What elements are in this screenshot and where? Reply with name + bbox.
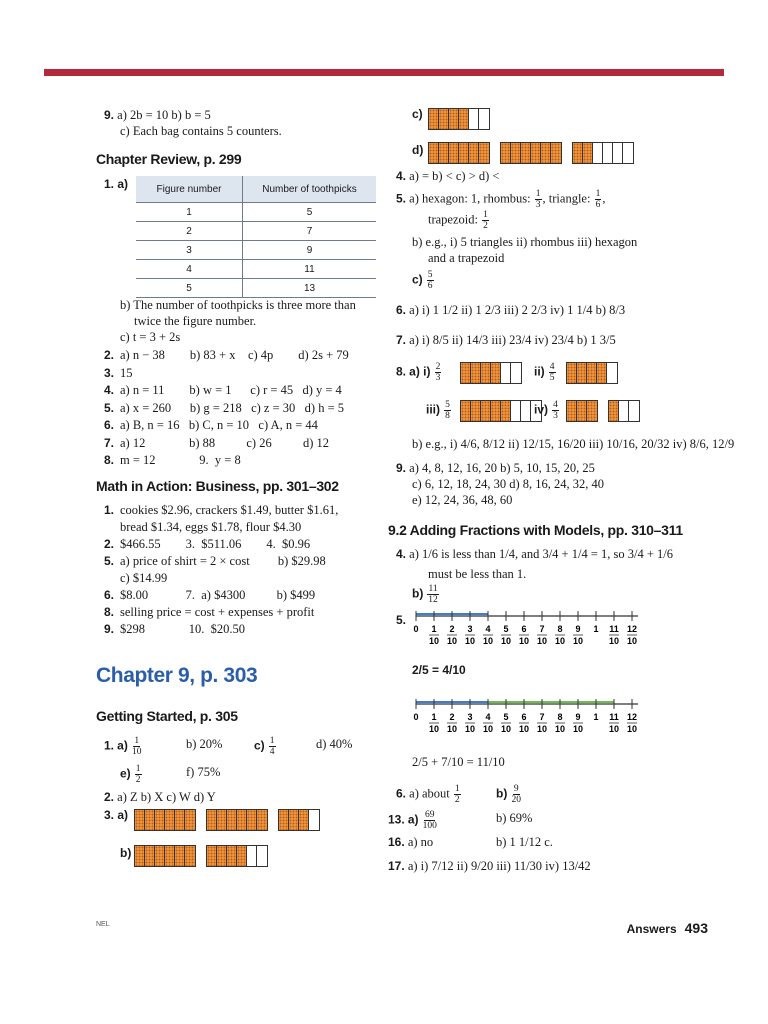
- footer-answers: Answers 493: [626, 920, 708, 936]
- tick-denominator: 10: [536, 724, 548, 734]
- answer-line: 9. $298 10. $20.50: [104, 622, 245, 636]
- gs-q3b-label: b): [120, 846, 132, 860]
- answer-line: 8. selling price = cost + expenses + profit: [104, 605, 315, 619]
- table-cell: 7: [243, 222, 377, 241]
- r-q7: 7. a) i) 8/5 ii) 14/3 iii) 23/4 iv) 23/4 b) 1 3/5: [396, 333, 616, 347]
- tick-label: 7: [539, 624, 545, 634]
- tick-label: 1: [593, 624, 599, 634]
- table-header: Number of toothpicks: [243, 176, 377, 203]
- table-cell: 5: [136, 279, 243, 298]
- fraction-strip: [460, 362, 522, 384]
- tick-label: 9: [575, 624, 581, 634]
- tick-label: 4: [485, 624, 491, 634]
- r-q4bb: b) $\frac{11}{12}$: [412, 584, 438, 605]
- tick-label: 8: [557, 624, 563, 634]
- tick-label: 6: [521, 624, 527, 634]
- gs-q3a-label: 3. a): [104, 808, 129, 822]
- tick-label: 5: [503, 712, 509, 722]
- tick-denominator: 10: [518, 724, 530, 734]
- tick-label: 11: [609, 712, 619, 722]
- table-cell: 2: [136, 222, 243, 241]
- r-q8iii: iii) $\frac{5}{8}$: [426, 400, 450, 421]
- tick-denominator: 10: [446, 724, 458, 734]
- tick-denominator: 10: [626, 636, 638, 646]
- answer-line: 6. $8.00 7. a) $4300 b) $499: [104, 588, 316, 602]
- toothpick-table: [136, 176, 376, 298]
- tick-label: 7: [539, 712, 545, 722]
- gs-q1e: e) $\frac{1}{2}$: [120, 764, 141, 785]
- table-cell: 1: [136, 203, 243, 222]
- fraction-strip-c: [428, 108, 490, 130]
- tick-denominator: 10: [482, 724, 494, 734]
- answer-line: 5. a) x = 260 b) g = 218 c) z = 30 d) h = 5: [104, 400, 344, 415]
- tick-label: 3: [467, 624, 473, 634]
- tick-denominator: 10: [500, 636, 512, 646]
- tick-denominator: 10: [428, 724, 440, 734]
- gs-q1c: c) $\frac{1}{4}$: [254, 736, 275, 757]
- strip-c-label: c): [412, 107, 423, 121]
- tick-label: 1: [431, 624, 437, 634]
- chapter-9-title: Chapter 9, p. 303: [96, 664, 258, 687]
- number-line-2: [410, 684, 650, 746]
- tick-denominator: 10: [572, 724, 584, 734]
- strip-d-label: d): [412, 143, 424, 157]
- tick-denominator: 10: [482, 636, 494, 646]
- table-header: Figure number: [136, 176, 243, 203]
- tick-denominator: 10: [572, 636, 584, 646]
- r-q5a: 5. a) hexagon: 1, rhombus: $\frac{1}{3}$ , triangle: $\frac{1}{6}$ ,: [396, 189, 606, 210]
- review-q1b: b) The number of toothpicks is three more than: [120, 298, 356, 312]
- tick-label: 2: [449, 712, 455, 722]
- fraction-strip: [608, 400, 640, 422]
- r-q5b: b) e.g., i) 5 triangles ii) rhombus iii) hexagon: [412, 235, 638, 249]
- table-row: [136, 279, 376, 298]
- q9-line: 9. a) 2b = 10 b) b = 5: [104, 108, 211, 122]
- answer-line: 2. a) n − 38 b) 83 + x c) 4p d) 2s + 79: [104, 348, 349, 362]
- fraction: $\frac{1}{2}$: [135, 764, 141, 785]
- chapter-review-heading: Chapter Review, p. 299: [96, 151, 242, 167]
- r-q4b2: must be less than 1.: [428, 567, 527, 581]
- tick-label: 0: [413, 712, 419, 722]
- table-row: [136, 260, 376, 279]
- tick-label: 1: [431, 712, 437, 722]
- gs-q1f: f) 75%: [186, 765, 221, 779]
- business-heading: Math in Action: Business, pp. 301–302: [96, 478, 339, 494]
- tick-denominator: 10: [428, 636, 440, 646]
- number-line-1: [410, 608, 650, 658]
- fraction: $\frac{11}{12}$: [428, 584, 438, 605]
- fraction-strip: [460, 400, 542, 422]
- r-q5b-num: 5.: [396, 613, 407, 627]
- fraction: $\frac{9}{20}$: [511, 784, 521, 805]
- r-q8a: 8. a) i) $\frac{2}{3}$: [396, 362, 441, 383]
- r-q16: 16. a) no: [388, 835, 434, 849]
- r-q5b2: and a trapezoid: [428, 251, 505, 265]
- tick-denominator: 10: [464, 636, 476, 646]
- tick-label: 8: [557, 712, 563, 722]
- table-row: [136, 222, 376, 241]
- tick-label: 4: [485, 712, 491, 722]
- r-q16b: b) 1 1/12 c.: [496, 835, 553, 849]
- answer-line: bread $1.34, eggs $1.78, flour $4.30: [120, 520, 302, 534]
- answer-line: 7. a) 12 b) 88 c) 26 d) 12: [104, 435, 329, 450]
- r-q8iv: iv) $\frac{4}{3}$: [534, 400, 558, 421]
- fraction: $\frac{5}{6}$: [427, 270, 433, 291]
- q9-c: c) Each bag contains 5 counters.: [120, 124, 282, 138]
- fraction-strip: [278, 809, 320, 831]
- answer-line: 4. a) n = 11 b) w = 1 c) r = 45 d) y = 4: [104, 383, 342, 397]
- tick-label: 0: [413, 624, 419, 634]
- tick-denominator: 10: [554, 724, 566, 734]
- review-q1b2: twice the figure number.: [134, 314, 257, 328]
- fraction: $\frac{4}{5}$: [549, 362, 555, 383]
- fraction: $\frac{1}{4}$: [269, 736, 275, 757]
- tick-label: 6: [521, 712, 527, 722]
- tick-label: 12: [626, 624, 638, 634]
- r-q9: 9. a) 4, 8, 12, 16, 20 b) 5, 10, 15, 20, 25: [396, 461, 595, 475]
- fraction-strip-8i: [460, 362, 522, 384]
- table-cell: 4: [136, 260, 243, 279]
- fraction: $\frac{2}{3}$: [435, 362, 441, 383]
- r-q6b: 6. a) about $\frac{1}{2}$: [396, 784, 460, 805]
- tick-denominator: 10: [500, 724, 512, 734]
- tick-label: 11: [609, 624, 619, 634]
- fraction-strip-8ii: [566, 362, 618, 384]
- table-cell: 5: [243, 203, 377, 222]
- tick-label: 1: [593, 712, 599, 722]
- tick-label: 2: [449, 624, 455, 634]
- tick-denominator: 10: [446, 636, 458, 646]
- fraction-strip: [206, 809, 268, 831]
- fraction: $\frac{1}{2}$: [454, 784, 460, 805]
- fraction-strip: [134, 845, 196, 867]
- fraction-strip-3a: [134, 809, 320, 831]
- r-q13: 13. a) $\frac{69}{100}$: [388, 810, 437, 831]
- tick-denominator: 10: [518, 636, 530, 646]
- r-q6bb: b) $\frac{9}{20}$: [496, 784, 521, 805]
- fraction-strip: [428, 142, 490, 164]
- r-q17: 17. a) i) 7/12 ii) 9/20 iii) 11/30 iv) 13/42: [388, 859, 591, 873]
- table-cell: 3: [136, 241, 243, 260]
- gs-q1: 1. a) $\frac{1}{10}$: [104, 736, 142, 757]
- tick-label: 3: [467, 712, 473, 722]
- getting-started-heading: Getting Started, p. 305: [96, 708, 238, 724]
- table-cell: 9: [243, 241, 377, 260]
- fraction-strip: [566, 362, 618, 384]
- fraction-strip-3b: [134, 845, 268, 867]
- review-q1c: c) t = 3 + 2s: [120, 330, 181, 344]
- r-q9-cd: c) 6, 12, 18, 24, 30 d) 8, 16, 24, 32, 40: [412, 477, 604, 491]
- fraction-strip: [428, 108, 490, 130]
- r-q5b-eq2: 2/5 + 7/10 = 11/10: [412, 755, 505, 769]
- fraction: $\frac{69}{100}$: [422, 810, 437, 831]
- gs-q1d: d) 40%: [316, 737, 353, 751]
- fraction: $\frac{1}{3}$: [535, 189, 541, 210]
- tick-denominator: 10: [554, 636, 566, 646]
- tick-denominator: 10: [464, 724, 476, 734]
- fraction-strip: [500, 142, 562, 164]
- header-accent-bar: [44, 69, 724, 76]
- answer-line: 8. m = 12 9. y = 8: [104, 453, 241, 467]
- answer-line: 2. $466.55 3. $511.06 4. $0.96: [104, 537, 311, 551]
- fraction: $\frac{1}{10}$: [131, 736, 142, 757]
- fraction-strip: [572, 142, 634, 164]
- section-9-2-heading: 9.2 Adding Fractions with Models, pp. 310–311: [388, 522, 683, 538]
- tick-label: 9: [575, 712, 581, 722]
- fraction: $\frac{1}{2}$: [483, 210, 488, 231]
- fraction-strip: [206, 845, 268, 867]
- fraction-strip: [134, 809, 196, 831]
- answer-line: c) $14.99: [120, 571, 168, 585]
- gs-q2: 2. a) Z b) X c) W d) Y: [104, 790, 216, 804]
- fraction-strip: [566, 400, 598, 422]
- r-q6: 6. a) i) 1 1/2 ii) 1 2/3 iii) 2 2/3 iv) 1 1/4 b) 8/3: [396, 303, 626, 317]
- r-q9-e: e) 12, 24, 36, 48, 60: [412, 493, 513, 507]
- fraction-strip-8iv: [566, 400, 640, 422]
- r-q4b: 4. a) 1/6 is less than 1/4, and 3/4 + 1/4 = 1, so 3/4 + 1/6: [396, 547, 673, 561]
- r-q8ii: ii) $\frac{4}{5}$: [534, 362, 555, 383]
- answer-line: 6. a) B, n = 16 b) C, n = 10 c) A, n = 44: [104, 418, 318, 432]
- fraction-strip-8iii: [460, 400, 542, 422]
- r-q13b: b) 69%: [496, 811, 533, 825]
- r-q5b-eq1: 2/5 = 4/10: [412, 663, 466, 677]
- fraction: $\frac{1}{6}$: [595, 189, 601, 210]
- r-q8b: b) e.g., i) 4/6, 8/12 ii) 12/15, 16/20 iii) 10/16, 20/32 iv) 8/6, 12/9: [412, 437, 735, 451]
- tick-denominator: 10: [608, 724, 620, 734]
- tick-label: 5: [503, 624, 509, 634]
- answer-line: 1. cookies $2.96, crackers $1.49, butter $1.61,: [104, 503, 339, 517]
- tick-denominator: 10: [626, 724, 638, 734]
- table-row: [136, 203, 376, 222]
- r-q4: 4. a) = b) < c) > d) <: [396, 169, 500, 183]
- r-q5a-trap: trapezoid: $\frac{1}{2}$: [428, 210, 488, 231]
- footer-nel: NEL: [96, 921, 110, 928]
- table-cell: 11: [243, 260, 377, 279]
- tick-denominator: 10: [536, 636, 548, 646]
- fraction-strip-d: [428, 142, 634, 164]
- fraction: $\frac{4}{3}$: [553, 400, 558, 421]
- tick-label: 12: [626, 712, 638, 722]
- table-row: [136, 241, 376, 260]
- review-q1-label: 1. a): [104, 177, 129, 191]
- answer-line: 5. a) price of shirt = 2 × cost b) $29.98: [104, 554, 326, 568]
- answer-line: 3. 15: [104, 365, 133, 380]
- tick-denominator: 10: [608, 636, 620, 646]
- r-q5c: c) $\frac{5}{6}$: [412, 270, 433, 291]
- fraction: $\frac{5}{8}$: [445, 400, 450, 421]
- gs-q1b: b) 20%: [186, 737, 223, 751]
- table-cell: 13: [243, 279, 377, 298]
